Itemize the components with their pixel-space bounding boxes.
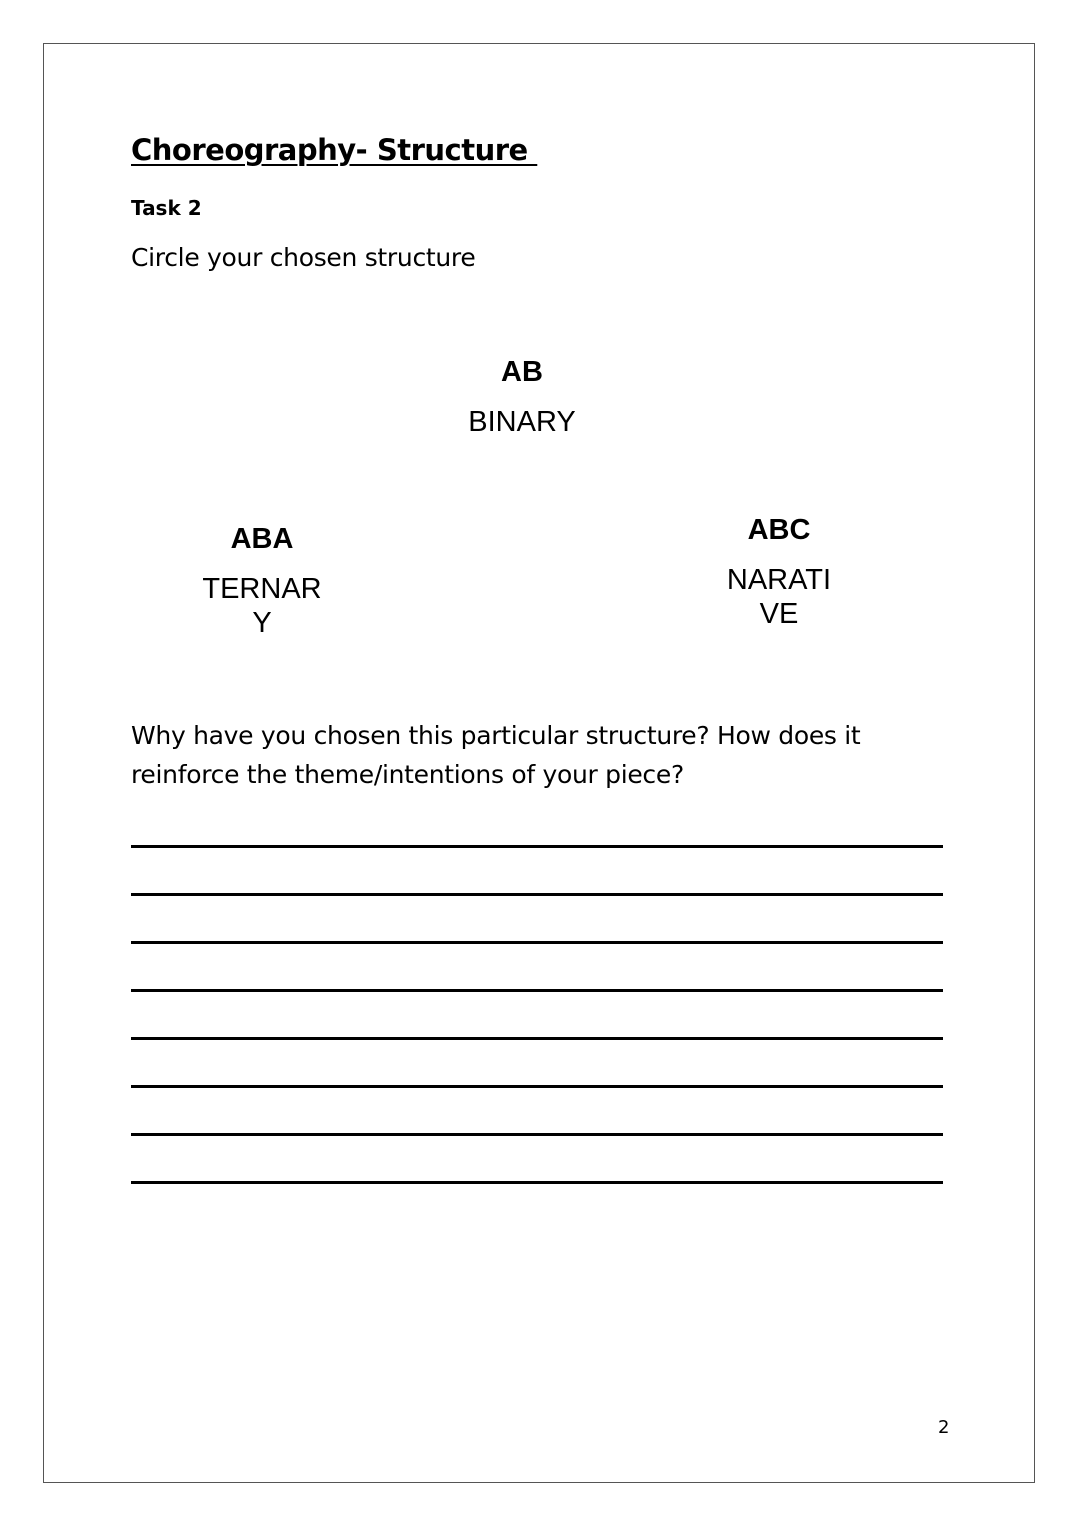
structure-option-narrative[interactable] — [679, 513, 879, 630]
page-number: 2 — [938, 1417, 950, 1438]
page-title: Choreography- Structure — [131, 133, 538, 167]
answer-lines[interactable] — [131, 845, 943, 1229]
answer-line[interactable] — [131, 845, 943, 848]
answer-line[interactable] — [131, 1133, 943, 1136]
structure-option-ternary[interactable] — [162, 522, 362, 639]
instruction-text: Circle your chosen structure — [131, 243, 476, 272]
question-text: Why have you chosen this particular structure? How does it reinforce the theme/intentions of your piece? — [131, 721, 861, 789]
task-label: Task 2 — [131, 196, 202, 220]
answer-line[interactable] — [131, 1085, 943, 1088]
option-name: NARATIVE — [726, 564, 832, 630]
option-code: AB — [501, 356, 543, 388]
option-name: TERNARY — [202, 573, 322, 639]
answer-line[interactable] — [131, 989, 943, 992]
answer-line[interactable] — [131, 893, 943, 896]
answer-line[interactable] — [131, 1181, 943, 1184]
option-code: ABA — [230, 523, 294, 555]
option-name: BINARY — [468, 406, 576, 438]
option-code: ABC — [747, 514, 811, 546]
answer-line[interactable] — [131, 1037, 943, 1040]
structure-option-binary[interactable] — [422, 355, 622, 439]
answer-line[interactable] — [131, 941, 943, 944]
